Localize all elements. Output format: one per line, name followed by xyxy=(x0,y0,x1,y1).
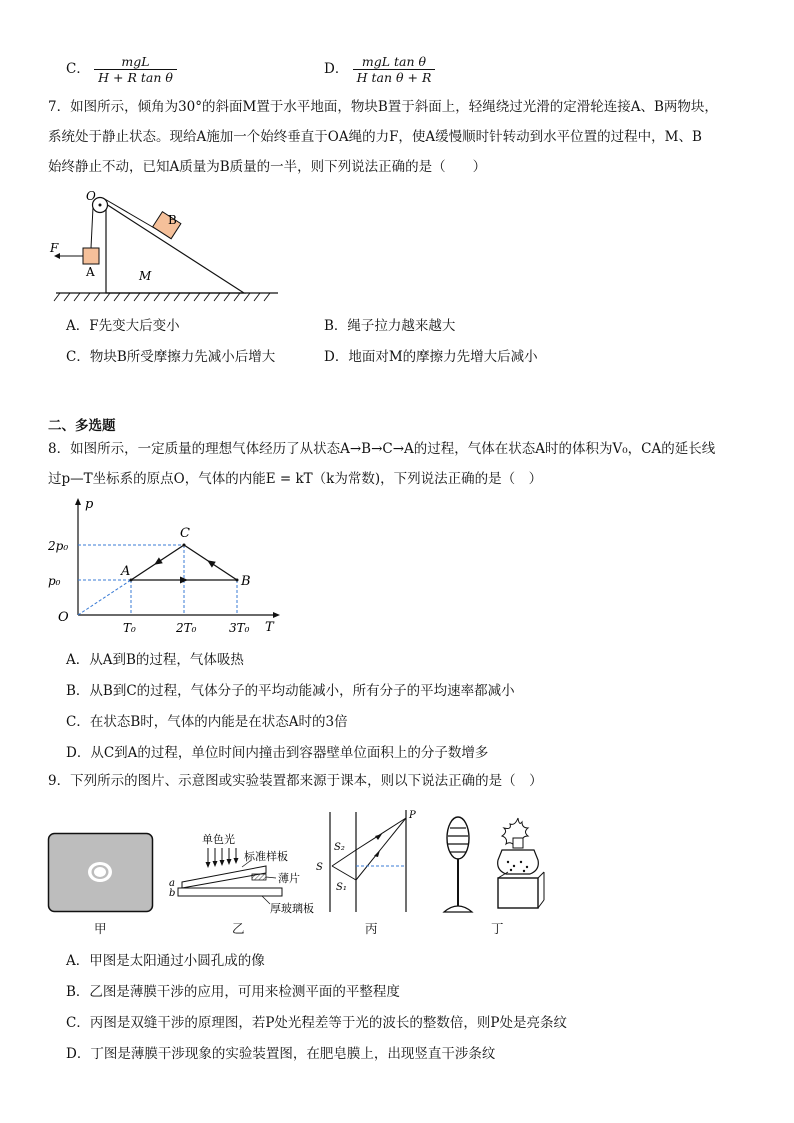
q7-label-f: F xyxy=(50,241,59,255)
q8-option-c: C．在状态B时，气体的内能是在状态A时的3倍 xyxy=(66,714,348,730)
q6-option-d-label: D． xyxy=(324,61,349,77)
q7-stem xyxy=(48,92,768,182)
q8-option-a: A．从A到B的过程，气体吸热 xyxy=(66,652,244,668)
q7-stem-line-2: 系统处于静止状态。现给A施加一个始终垂直于OA绳的力F，使A缓慢顺时针转动到水平位置的过程中，M、B xyxy=(48,129,702,145)
section-title-multi-choice: 二、多选题 xyxy=(48,418,116,434)
process-arrow-CA xyxy=(154,557,163,564)
q9-label-mono-light: 单色光 xyxy=(202,833,235,846)
x-tick-label: 3T₀ xyxy=(229,621,250,635)
q6-option-d-denominator: H tan θ + R xyxy=(353,69,436,85)
q6-option-d-numerator: mgL tan θ xyxy=(361,54,427,69)
q9-stem: 9．下列所示的图片、示意图或实验装置都来源于课本，则以下说法正确的是（ ） xyxy=(48,773,543,789)
q9-label-thin-piece: 薄片 xyxy=(278,872,300,885)
q9-label-b: b xyxy=(169,888,176,899)
q7-option-b: B．绳子拉力越来越大 xyxy=(324,318,456,334)
q9-fig-yi-thin-film xyxy=(166,828,316,916)
p-axis-arrow xyxy=(75,498,81,505)
q6-option-d-fraction xyxy=(353,54,436,85)
q9-label-s2: S₂ xyxy=(334,842,345,853)
q9-caption-jia: 甲 xyxy=(94,921,107,936)
q6-option-c xyxy=(66,54,177,85)
q8-option-d: D．从C到A的过程，单位时间内撞击到容器壁单位面积上的分子数增多 xyxy=(66,745,489,761)
q7-stem-line-3: 始终静止不动，已知A质量为B质量的一半，则下列说法正确的是（ ） xyxy=(48,159,487,175)
origin-label: O xyxy=(58,610,69,625)
q9-label-s1: S₁ xyxy=(336,882,347,893)
q9-caption-ding: 丁 xyxy=(491,921,504,936)
q9-label-a: a xyxy=(169,878,175,889)
q8-pt-chart xyxy=(48,496,288,641)
q6-option-c-label: C． xyxy=(66,61,90,77)
x-tick-label: 2T₀ xyxy=(176,621,197,635)
q9-caption-yi: 乙 xyxy=(232,921,245,936)
q7-option-a: A．F先变大后变小 xyxy=(66,318,180,334)
q7-option-d: D．地面对M的摩擦力先增大后减小 xyxy=(324,349,538,365)
q8-stem-line-2: 过p—T坐标系的原点O，气体的内能E = kT（k为常数)，下列说法正确的是（ ） xyxy=(48,471,543,487)
q7-label-a: A xyxy=(86,265,95,279)
q7-stem-line-1: 7．如图所示，倾角为30°的斜面M置于水平地面，物块B置于斜面上，轻绳绕过光滑的定滑轮连接A、B两物块， xyxy=(48,99,718,115)
q8-stem-line-1: 8．如图所示，一定质量的理想气体经历了从状态A→B→C→A的过程，气体在状态A时的体积为V₀，CA的延长线 xyxy=(48,441,716,457)
q6-option-c-denominator: H + R tan θ xyxy=(94,69,177,85)
q7-label-o: O xyxy=(86,189,96,203)
p-axis-label: p xyxy=(85,497,94,512)
q9-label-thick-glass: 厚玻璃板 xyxy=(270,902,314,915)
q8-stem xyxy=(48,434,768,494)
process-arrow-BC xyxy=(207,560,216,567)
t-axis-label: T xyxy=(265,620,274,635)
q7-incline-figure xyxy=(46,186,286,308)
q7-label-m: M xyxy=(139,269,152,283)
state-point-B xyxy=(236,579,239,582)
state-label-B: B xyxy=(241,574,251,589)
q6-option-c-fraction xyxy=(94,54,177,85)
q8-option-b: B．从B到C的过程，气体分子的平均动能减小，所有分子的平均速率都减小 xyxy=(66,683,515,699)
q6-option-d xyxy=(324,54,435,85)
y-tick-label: 2p₀ xyxy=(48,539,69,553)
q9-fig-ding-soap-film xyxy=(436,812,556,916)
q9-option-c: C．丙图是双缝干涉的原理图，若P处光程差等于光的波长的整数倍，则P处是亮条纹 xyxy=(66,1015,567,1031)
x-tick-label: T₀ xyxy=(123,621,136,635)
state-label-C: C xyxy=(180,526,190,541)
ca-extension-line xyxy=(78,580,131,615)
q9-option-b: B．乙图是薄膜干涉的应用，可用来检测平面的平整程度 xyxy=(66,984,400,1000)
q9-option-a: A．甲图是太阳通过小圆孔成的像 xyxy=(66,953,265,969)
q9-caption-bing: 丙 xyxy=(365,921,378,936)
y-tick-label: p₀ xyxy=(48,574,61,588)
q9-option-d: D．丁图是薄膜干涉现象的实验装置图，在肥皂膜上，出现竖直干涉条纹 xyxy=(66,1046,496,1062)
state-point-C xyxy=(183,544,186,547)
q6-option-c-numerator: mgL xyxy=(121,54,150,69)
q9-label-std-plate: 标准样板 xyxy=(244,850,288,863)
q9-fig-jia-sun-image xyxy=(47,832,155,914)
q9-label-p: P xyxy=(409,810,416,821)
q7-label-b: B xyxy=(168,213,177,227)
t-axis-arrow xyxy=(273,612,280,618)
q9-fig-bing-double-slit xyxy=(312,806,426,916)
q7-option-c: C．物块B所受摩擦力先减小后增大 xyxy=(66,349,276,365)
q9-label-s: S xyxy=(316,862,323,873)
state-label-A: A xyxy=(121,564,131,579)
